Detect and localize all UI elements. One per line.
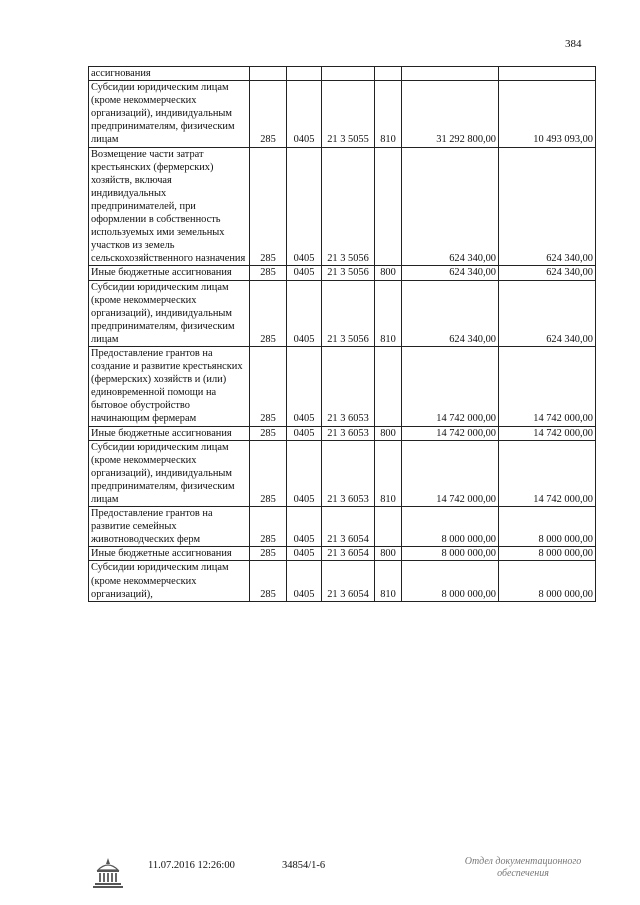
section-code-cell: 0405 bbox=[287, 440, 322, 506]
amount-approved-cell: 624 340,00 bbox=[402, 280, 499, 346]
amount-approved-cell: 14 742 000,00 bbox=[402, 426, 499, 440]
footer bbox=[0, 856, 640, 896]
row-name-cell: Субсидии юридическим лицам (кроме некоммерческих организаций), bbox=[89, 561, 250, 601]
department-code-cell: 285 bbox=[250, 426, 287, 440]
target-article-cell bbox=[322, 67, 375, 81]
section-code-cell: 0405 bbox=[287, 280, 322, 346]
target-article-cell: 21 3 6053 bbox=[322, 440, 375, 506]
table-row bbox=[89, 507, 596, 547]
section-code-cell bbox=[287, 67, 322, 81]
amount-executed-cell: 8 000 000,00 bbox=[499, 561, 596, 601]
target-article-cell: 21 3 6053 bbox=[322, 426, 375, 440]
row-name-cell: Иные бюджетные ассигнования bbox=[89, 547, 250, 561]
section-code-cell: 0405 bbox=[287, 507, 322, 547]
amount-approved-cell bbox=[402, 67, 499, 81]
expense-type-cell: 810 bbox=[375, 81, 402, 147]
target-article-cell: 21 3 6054 bbox=[322, 547, 375, 561]
expense-type-cell bbox=[375, 507, 402, 547]
section-code-cell: 0405 bbox=[287, 561, 322, 601]
department-code-cell: 285 bbox=[250, 280, 287, 346]
target-article-cell: 21 3 5055 bbox=[322, 81, 375, 147]
target-article-cell: 21 3 6054 bbox=[322, 561, 375, 601]
department-code-cell: 285 bbox=[250, 147, 287, 266]
expense-type-cell: 810 bbox=[375, 440, 402, 506]
section-code-cell: 0405 bbox=[287, 81, 322, 147]
amount-executed-cell: 624 340,00 bbox=[499, 266, 596, 280]
amount-approved-cell: 624 340,00 bbox=[402, 266, 499, 280]
expense-type-cell bbox=[375, 147, 402, 266]
row-name-cell: Иные бюджетные ассигнования bbox=[89, 266, 250, 280]
amount-approved-cell: 31 292 800,00 bbox=[402, 81, 499, 147]
row-name-cell: ассигнования bbox=[89, 67, 250, 81]
target-article-cell: 21 3 5056 bbox=[322, 280, 375, 346]
department-code-cell: 285 bbox=[250, 547, 287, 561]
department-code-cell: 285 bbox=[250, 266, 287, 280]
stamp-line: обеспечения bbox=[497, 868, 549, 879]
table-row bbox=[89, 547, 596, 561]
expense-type-cell bbox=[375, 346, 402, 426]
budget-table bbox=[88, 66, 596, 602]
table-row bbox=[89, 67, 596, 81]
table-row bbox=[89, 440, 596, 506]
section-code-cell: 0405 bbox=[287, 147, 322, 266]
building-emblem-icon bbox=[92, 856, 124, 890]
footer-date: 11.07.2016 12:26:00 bbox=[148, 860, 235, 871]
target-article-cell: 21 3 5056 bbox=[322, 147, 375, 266]
amount-approved-cell: 8 000 000,00 bbox=[402, 547, 499, 561]
target-article-cell: 21 3 6053 bbox=[322, 346, 375, 426]
amount-executed-cell: 10 493 093,00 bbox=[499, 81, 596, 147]
table-row bbox=[89, 561, 596, 601]
section-code-cell: 0405 bbox=[287, 346, 322, 426]
amount-approved-cell: 8 000 000,00 bbox=[402, 507, 499, 547]
table-row bbox=[89, 147, 596, 266]
amount-executed-cell: 14 742 000,00 bbox=[499, 426, 596, 440]
expense-type-cell: 800 bbox=[375, 547, 402, 561]
table-row bbox=[89, 426, 596, 440]
row-name-cell: Субсидии юридическим лицам (кроме некоммерческих организаций), индивидуальным предпринимателям, физическим лицам bbox=[89, 81, 250, 147]
expense-type-cell: 800 bbox=[375, 266, 402, 280]
department-code-cell: 285 bbox=[250, 507, 287, 547]
footer-document-number: 34854/1-6 bbox=[282, 860, 326, 871]
table-row bbox=[89, 280, 596, 346]
table-row bbox=[89, 266, 596, 280]
department-code-cell: 285 bbox=[250, 81, 287, 147]
amount-executed-cell: 624 340,00 bbox=[499, 280, 596, 346]
amount-executed-cell: 14 742 000,00 bbox=[499, 440, 596, 506]
amount-executed-cell: 8 000 000,00 bbox=[499, 547, 596, 561]
amount-executed-cell: 624 340,00 bbox=[499, 147, 596, 266]
amount-approved-cell: 8 000 000,00 bbox=[402, 561, 499, 601]
expense-type-cell: 810 bbox=[375, 280, 402, 346]
department-code-cell: 285 bbox=[250, 440, 287, 506]
row-name-cell: Предоставление грантов на развитие семейных животноводческих ферм bbox=[89, 507, 250, 547]
department-code-cell: 285 bbox=[250, 346, 287, 426]
department-code-cell: 285 bbox=[250, 561, 287, 601]
department-stamp bbox=[448, 856, 598, 880]
amount-executed-cell: 14 742 000,00 bbox=[499, 346, 596, 426]
expense-type-cell bbox=[375, 67, 402, 81]
section-code-cell: 0405 bbox=[287, 547, 322, 561]
amount-approved-cell: 14 742 000,00 bbox=[402, 440, 499, 506]
expense-type-cell: 810 bbox=[375, 561, 402, 601]
amount-approved-cell: 624 340,00 bbox=[402, 147, 499, 266]
department-code-cell bbox=[250, 67, 287, 81]
section-code-cell: 0405 bbox=[287, 426, 322, 440]
target-article-cell: 21 3 5056 bbox=[322, 266, 375, 280]
table-row bbox=[89, 81, 596, 147]
page-number: 384 bbox=[565, 38, 582, 50]
expense-type-cell: 800 bbox=[375, 426, 402, 440]
amount-executed-cell bbox=[499, 67, 596, 81]
row-name-cell: Субсидии юридическим лицам (кроме некоммерческих организаций), индивидуальным предпринимателям, физическим лицам bbox=[89, 440, 250, 506]
row-name-cell: Субсидии юридическим лицам (кроме некоммерческих организаций), индивидуальным предпринимателям, физическим лицам bbox=[89, 280, 250, 346]
row-name-cell: Возмещение части затрат крестьянских (фермерских) хозяйств, включая индивидуальных предпринимателей, при оформлении в собственность используемых ими земельных участков из земель сельскохозяйственного назначения bbox=[89, 147, 250, 266]
row-name-cell: Иные бюджетные ассигнования bbox=[89, 426, 250, 440]
row-name-cell: Предоставление грантов на создание и развитие крестьянских (фермерских) хозяйств и (или) единовременной помощи на бытовое обустройство начинающим фермерам bbox=[89, 346, 250, 426]
table-row bbox=[89, 346, 596, 426]
stamp-line: Отдел документационного bbox=[464, 856, 582, 867]
amount-executed-cell: 8 000 000,00 bbox=[499, 507, 596, 547]
target-article-cell: 21 3 6054 bbox=[322, 507, 375, 547]
amount-approved-cell: 14 742 000,00 bbox=[402, 346, 499, 426]
section-code-cell: 0405 bbox=[287, 266, 322, 280]
